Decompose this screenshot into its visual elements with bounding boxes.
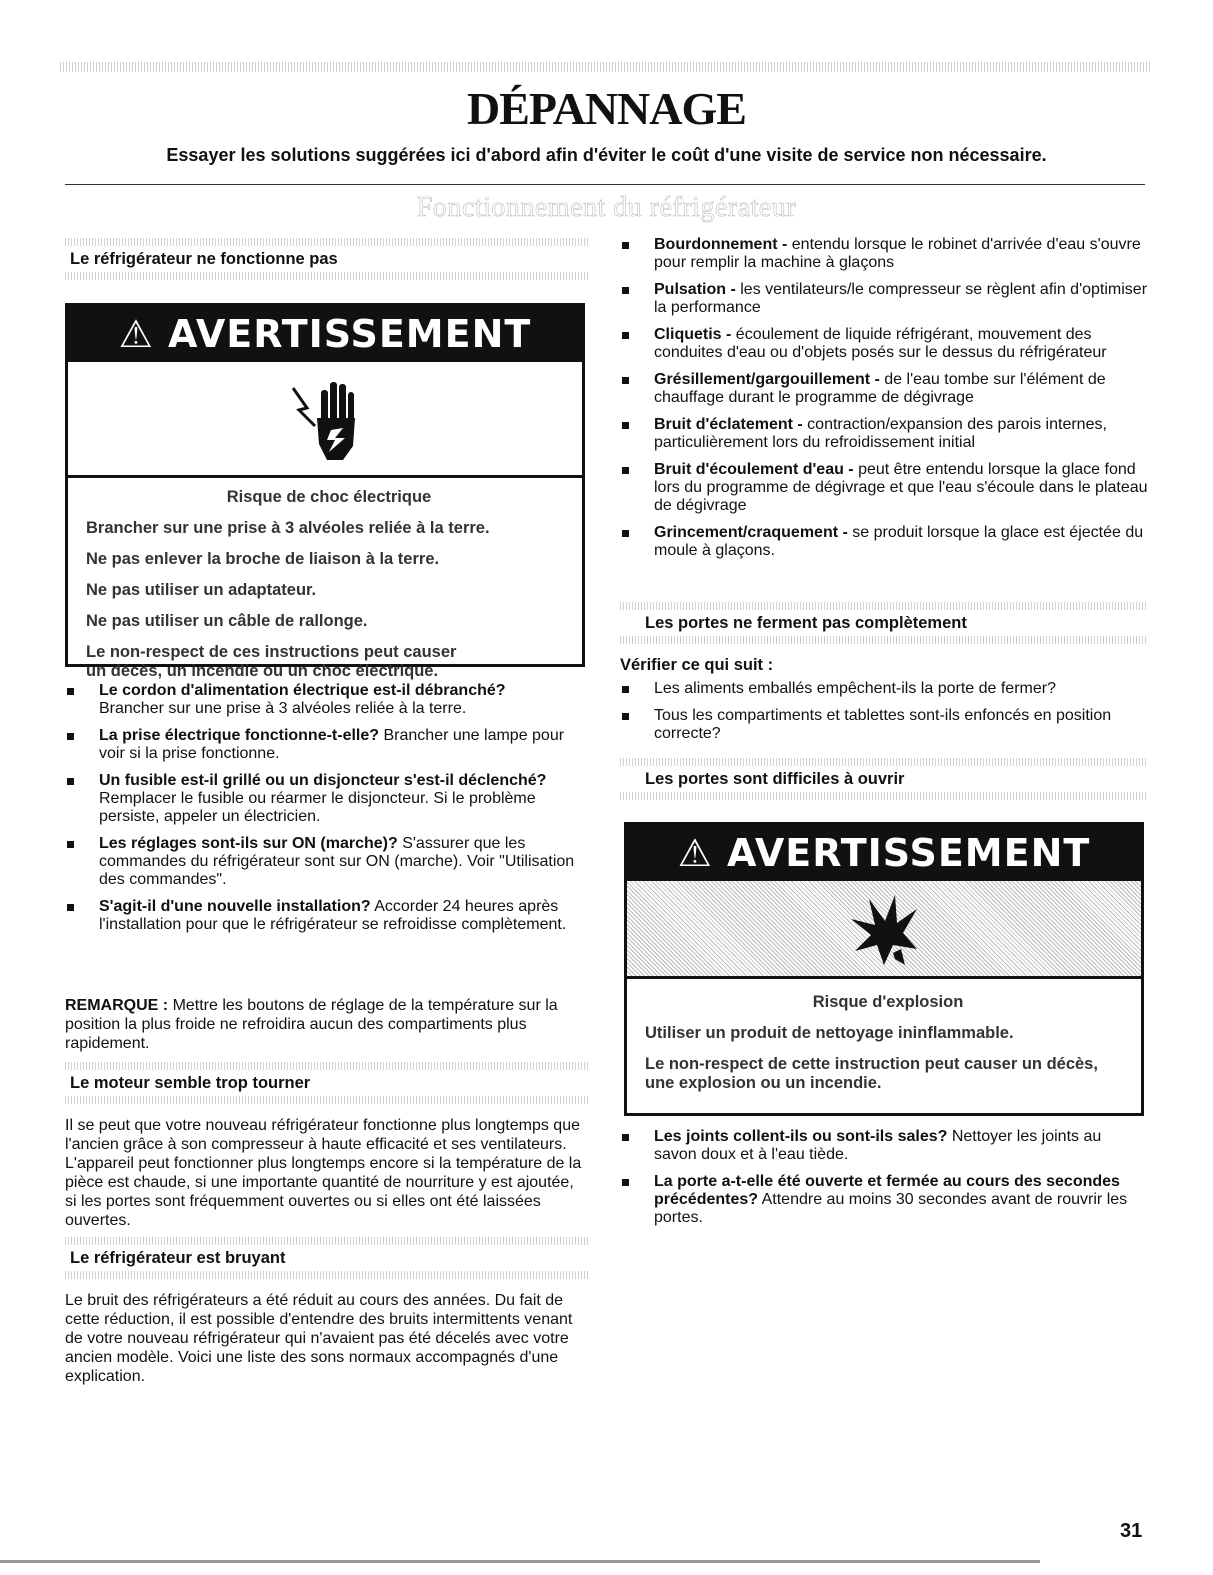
warning-body bbox=[86, 488, 572, 681]
warning-line: Ne pas utiliser un câble de rallonge. bbox=[86, 612, 368, 630]
sounds-list bbox=[620, 236, 1148, 569]
warning-consequence: Le non-respect de ces instructions peut causer bbox=[86, 643, 457, 661]
warning-banner-text: AVERTISSEMENT bbox=[168, 312, 532, 356]
list-item: Grésillement/gargouillement - de l'eau tombe sur l'élément de chauffage durant le programme de dégivrage bbox=[620, 371, 1148, 407]
warning-icon-area bbox=[68, 362, 582, 478]
subheading-label: Le réfrigérateur est bruyant bbox=[70, 1249, 286, 1267]
subheading-not-working bbox=[65, 238, 590, 286]
subheading-noise bbox=[65, 1237, 590, 1285]
subheading-motor bbox=[65, 1062, 590, 1110]
subheading-label: Le réfrigérateur ne fonctionne pas bbox=[70, 250, 338, 268]
motor-paragraph: Il se peut que votre nouveau réfrigérateur fonctionne plus longtemps que l'ancien grâce à son compresseur à haute efficacité et ses ventilateurs. L'appareil peut fonctionner plus longtemps encore si la température de la pièce est chaude, si une importante quantité de nourriture y est ajoutée, si les portes sont fréquemment ouvertes ou si elles ont été laissées ouvertes. bbox=[65, 1117, 582, 1229]
subheading-label: Les portes ne ferment pas complètement bbox=[645, 614, 967, 632]
noise-paragraph: Le bruit des réfrigérateurs a été réduit au cours des années. Du fait de cette réduction, il est possible d'entendre des bruits intermittents venant de votre nouveau réfrigérateur qui n'avaient pas été décelés avec votre ancien modèle. Voici une liste des sons normaux accompagnés d'une explication. bbox=[65, 1292, 573, 1385]
explosion-icon bbox=[849, 891, 919, 969]
list-item: Bruit d'écoulement d'eau - peut être entendu lorsque la glace fond lors du programme de dégivrage et que l'eau s'écoule dans le plateau de dégivrage bbox=[620, 461, 1148, 515]
list-item: Les réglages sont-ils sur ON (marche)? S'assurer que les commandes du réfrigérateur sont sur ON (marche). Voir "Utilisation des commandes". bbox=[65, 835, 590, 889]
decorative-band bbox=[60, 62, 1152, 72]
warning-risk: Risque de choc électrique bbox=[226, 488, 432, 506]
list-item: Grincement/craquement - se produit lorsque la glace est éjectée du moule à glaçons. bbox=[620, 524, 1148, 560]
list-item: La prise électrique fonctionne-t-elle? Brancher une lampe pour voir si la prise fonctionne. bbox=[65, 727, 590, 763]
door-checks-list bbox=[620, 1128, 1148, 1236]
warning-consequence: une explosion ou un incendie. bbox=[645, 1074, 882, 1092]
warning-box-electric bbox=[65, 303, 585, 680]
remark-label: REMARQUE : bbox=[65, 997, 169, 1014]
list-item: Les joints collent-ils ou sont-ils sales? Nettoyer les joints au savon doux et à l'eau tiède. bbox=[620, 1128, 1148, 1164]
page-title: DÉPANNAGE bbox=[467, 83, 746, 134]
warning-line: Brancher sur une prise à 3 alvéoles reliée à la terre. bbox=[86, 519, 490, 537]
warning-consequence: Le non-respect de cette instruction peut causer un décès, bbox=[645, 1055, 1098, 1073]
subheading-label: Les portes sont difficiles à ouvrir bbox=[645, 770, 905, 788]
list-item: Pulsation - les ventilateurs/le compresseur se règlent afin d'optimiser la performance bbox=[620, 281, 1148, 317]
warning-line: Ne pas enlever la broche de liaison à la terre. bbox=[86, 550, 440, 568]
verify-list bbox=[620, 680, 1148, 752]
power-checks-list bbox=[65, 682, 590, 943]
verify-label: Vérifier ce qui suit : bbox=[620, 656, 774, 674]
electric-shock-hand-icon bbox=[285, 368, 365, 468]
list-item: Tous les compartiments et tablettes sont-ils enfoncés en position correcte? bbox=[620, 707, 1148, 743]
warning-banner: ⚠ AVERTISSEMENT bbox=[627, 825, 1141, 884]
list-item: Les aliments emballés empêchent-ils la porte de fermer? bbox=[620, 680, 1148, 698]
list-item: Bourdonnement - entendu lorsque le robinet d'arrivée d'eau s'ouvre pour remplir la machine à glaçons bbox=[620, 236, 1148, 272]
list-item: Le cordon d'alimentation électrique est-il débranché? Brancher sur une prise à 3 alvéoles reliée à la terre. bbox=[65, 682, 590, 718]
list-item: La porte a-t-elle été ouverte et fermée au cours des secondes précédentes? Attendre au moins 30 secondes avant de rouvrir les portes. bbox=[620, 1173, 1148, 1227]
subheading-label: Le moteur semble trop tourner bbox=[70, 1074, 311, 1092]
list-item: S'agit-il d'une nouvelle installation? Accorder 24 heures après l'installation pour que le réfrigérateur se refroidisse complètement. bbox=[65, 898, 590, 934]
warning-risk: Risque d'explosion bbox=[812, 993, 964, 1011]
page-number: 31 bbox=[1120, 1520, 1143, 1542]
warning-body bbox=[645, 993, 1131, 1093]
list-item: Un fusible est-il grillé ou un disjoncteur s'est-il déclenché? Remplacer le fusible ou réarmer le disjoncteur. Si le problème persiste, appeler un électricien. bbox=[65, 772, 590, 826]
warning-box-explosion bbox=[624, 822, 1144, 1116]
warning-banner: ⚠ AVERTISSEMENT bbox=[68, 306, 582, 362]
section-heading: Fonctionnement du réfrigérateur bbox=[416, 192, 797, 223]
remark-paragraph bbox=[65, 996, 575, 1053]
subheading-doors-not-closing bbox=[620, 602, 1148, 650]
warning-icon-area bbox=[627, 881, 1141, 979]
bottom-rule bbox=[0, 1560, 1040, 1563]
list-item: Bruit d'éclatement - contraction/expansion des parois internes, particulièrement lors du refroidissement initial bbox=[620, 416, 1148, 452]
warning-consequence: un décès, un incendie ou un choc électrique. bbox=[86, 662, 439, 680]
warning-line: Ne pas utiliser un adaptateur. bbox=[86, 581, 317, 599]
list-item: Cliquetis - écoulement de liquide réfrigérant, mouvement des conduites d'eau ou d'objets posés sur le dessus du réfrigérateur bbox=[620, 326, 1148, 362]
page-subtitle: Essayer les solutions suggérées ici d'abord afin d'éviter le coût d'une visite de service non nécessaire. bbox=[166, 145, 1047, 165]
remark-text: Mettre les boutons de réglage de la température sur la position la plus froide ne refroidira aucun des compartiments plus rapidement. bbox=[65, 997, 558, 1052]
warning-banner-text: AVERTISSEMENT bbox=[727, 831, 1091, 875]
divider bbox=[65, 184, 1145, 185]
subheading-doors-hard-to-open bbox=[620, 758, 1148, 806]
warning-line: Utiliser un produit de nettoyage ininflammable. bbox=[645, 1024, 1014, 1042]
